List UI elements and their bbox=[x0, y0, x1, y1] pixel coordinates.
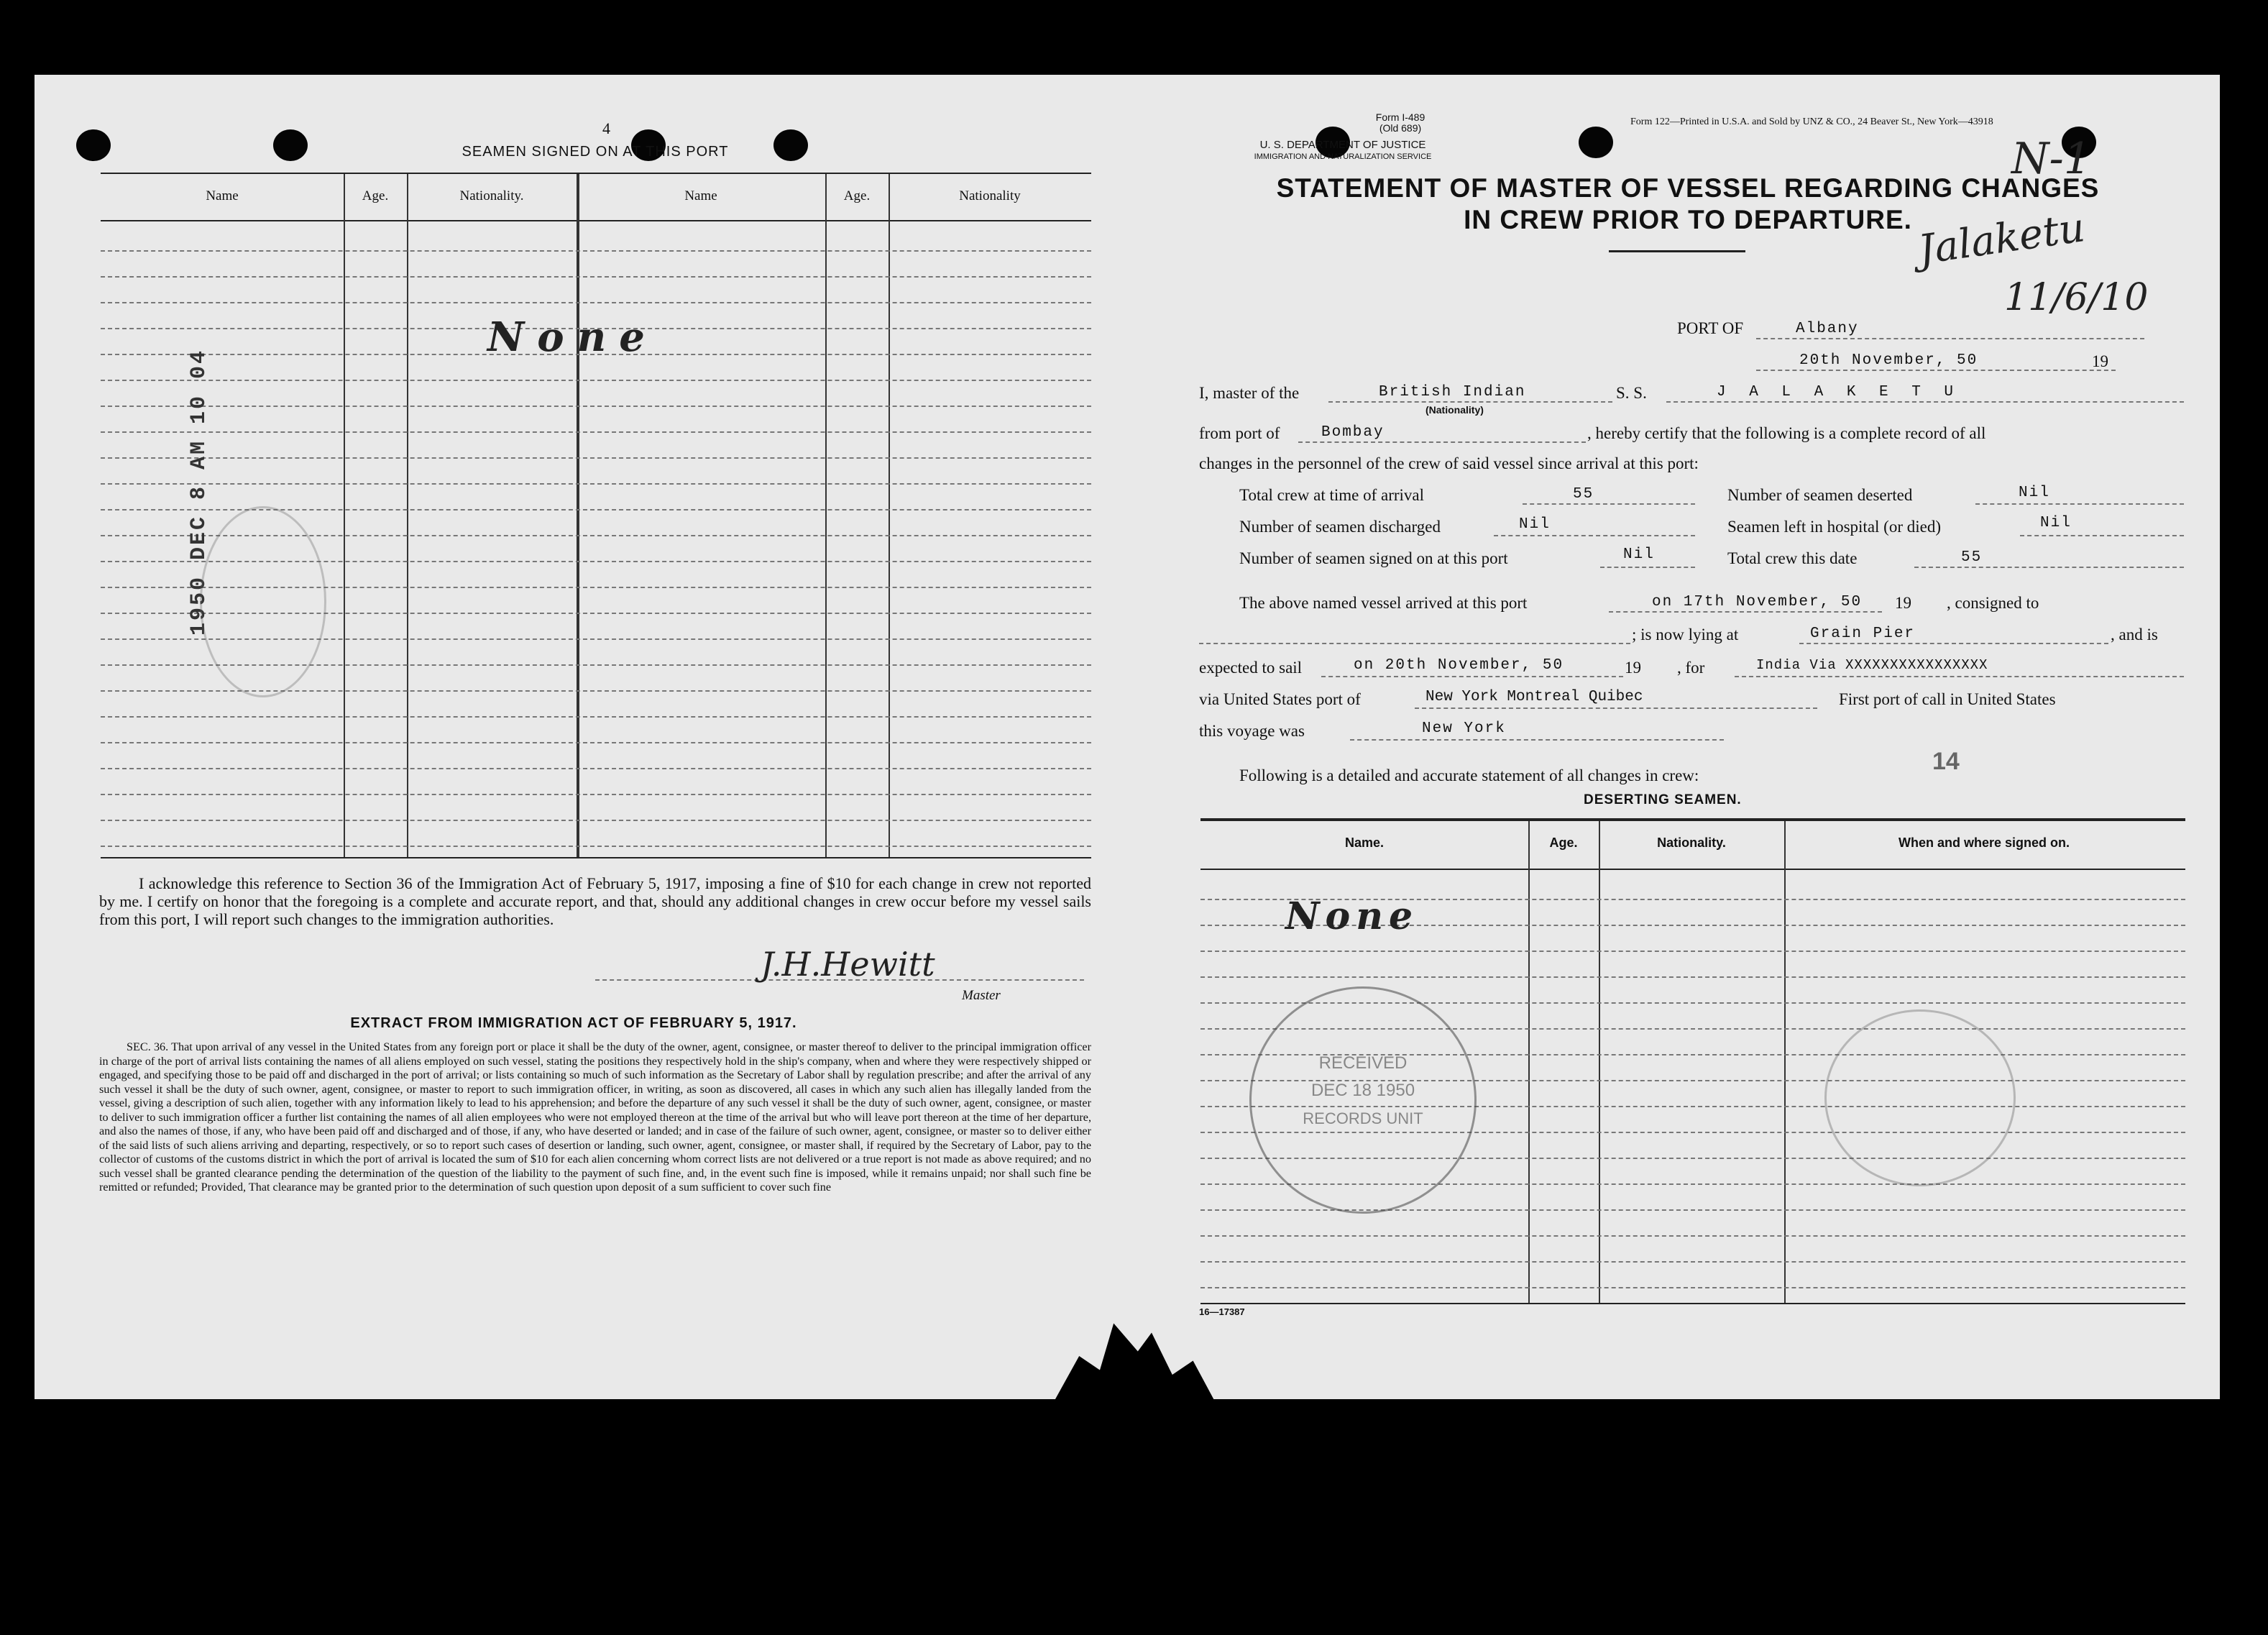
column-divider bbox=[1599, 821, 1600, 1303]
expected-year: 19 bbox=[1625, 659, 1641, 677]
row-rule bbox=[101, 250, 1091, 252]
total-crew-arrival: 55 bbox=[1573, 486, 1594, 503]
row-rule bbox=[101, 380, 1091, 381]
row-rule bbox=[1200, 1235, 2185, 1237]
col-header-nationality: Nationality. bbox=[459, 188, 524, 203]
deserted-label: Number of seamen deserted bbox=[1727, 486, 1913, 504]
first-port-label: First port of call in United States bbox=[1839, 690, 2056, 708]
row-rule bbox=[101, 768, 1091, 769]
fill-line bbox=[1415, 707, 1817, 709]
fill-line bbox=[2020, 535, 2184, 536]
total-crew-date: 55 bbox=[1961, 549, 1983, 566]
page-mark-stamp: 14 bbox=[1932, 748, 1960, 775]
fill-line bbox=[1350, 739, 1724, 741]
row-rule bbox=[1200, 976, 2185, 978]
deserting-table-header-rule bbox=[1200, 869, 2185, 870]
handwritten-date-note: 11/6/10 bbox=[2004, 276, 2149, 319]
fill-line bbox=[1523, 503, 1695, 505]
port-label: PORT OF bbox=[1677, 319, 1744, 337]
deserting-col-name: Name. bbox=[1344, 835, 1385, 850]
fill-line bbox=[1328, 401, 1612, 403]
stamp-unit: RECORDS UNIT bbox=[1303, 1109, 1423, 1127]
fill-line bbox=[1321, 676, 1623, 677]
hospital-value: Nil bbox=[2040, 515, 2072, 531]
fill-line bbox=[1494, 535, 1695, 536]
deserting-col-signed-on: When and where signed on. bbox=[1898, 835, 2070, 850]
row-rule bbox=[101, 820, 1091, 821]
expected-label: expected to sail bbox=[1199, 659, 1303, 677]
row-rule bbox=[1200, 1287, 2185, 1288]
punch-hole bbox=[76, 129, 111, 161]
fill-line bbox=[1298, 441, 1586, 443]
deserting-table-top bbox=[1200, 818, 2185, 821]
col-header-age: Age. bbox=[843, 188, 871, 203]
following-text: Following is a detailed and accurate statement of all changes in crew: bbox=[1239, 766, 1699, 784]
row-rule bbox=[1200, 951, 2185, 952]
date-value: 20th November, 50 bbox=[1799, 352, 1978, 369]
department-block bbox=[1199, 139, 1487, 162]
row-rule bbox=[101, 794, 1091, 795]
fill-line bbox=[1975, 503, 2184, 505]
vessel-name: J A L A K E T U bbox=[1717, 384, 1961, 400]
printer-imprint: Form 122—Printed in U.S.A. and Sold by UNZ & CO., 24 Beaver St., New York—43918 bbox=[1630, 116, 1993, 127]
fill-line bbox=[1600, 567, 1695, 568]
this-voyage-label: this voyage was bbox=[1199, 722, 1305, 740]
year-prefix: 19 bbox=[2092, 352, 2108, 370]
row-rule bbox=[101, 276, 1091, 278]
department: U. S. DEPARTMENT OF JUSTICE bbox=[1259, 139, 1426, 151]
column-divider bbox=[1528, 821, 1530, 1303]
row-rule bbox=[101, 431, 1091, 433]
left-page-title: SEAMEN SIGNED ON AT THIS PORT bbox=[462, 144, 729, 160]
master-of-label: I, master of the bbox=[1199, 384, 1300, 402]
title-rule bbox=[1609, 250, 1745, 252]
table-header-rule bbox=[101, 220, 1091, 221]
punch-hole bbox=[273, 129, 308, 161]
nationality-label: (Nationality) bbox=[1425, 404, 1484, 416]
column-divider bbox=[1784, 821, 1786, 1303]
handwritten-vessel-note: Jalaketu bbox=[1915, 204, 2088, 274]
table-bottom-rule bbox=[101, 857, 1091, 858]
fill-line bbox=[1799, 643, 2108, 644]
stamp-date: DEC 18 1950 bbox=[1310, 1081, 1415, 1100]
col-header-name: Name bbox=[206, 188, 239, 203]
total-crew-arrival-label: Total crew at time of arrival bbox=[1239, 486, 1425, 504]
fill-line bbox=[1756, 370, 2116, 371]
fill-line bbox=[1914, 567, 2184, 568]
row-rule bbox=[101, 846, 1091, 847]
master-signature: J.H.Hewitt bbox=[761, 945, 935, 984]
row-rule bbox=[101, 716, 1091, 718]
torn-edge bbox=[1048, 1319, 1221, 1399]
ss-label: S. S. bbox=[1616, 384, 1647, 402]
for-value: India Via XXXXXXXXXXXXXXXX bbox=[1756, 657, 1988, 673]
arrived-label: The above named vessel arrived at this port bbox=[1239, 594, 1528, 612]
faded-stamp bbox=[1824, 1009, 2016, 1186]
row-rule bbox=[101, 457, 1091, 459]
form-old-number: (Old 689) bbox=[1379, 122, 1422, 134]
from-port-label: from port of bbox=[1199, 424, 1280, 442]
handwritten-none-deserting: None bbox=[1285, 894, 1419, 938]
col-header-age: Age. bbox=[362, 188, 389, 203]
form-id: 16—17387 bbox=[1199, 1306, 1245, 1317]
deserting-col-age: Age. bbox=[1549, 835, 1578, 850]
master-label: Master bbox=[962, 988, 1001, 1003]
changes-text: changes in the personnel of the crew of said vessel since arrival at this port: bbox=[1199, 454, 1699, 472]
row-rule bbox=[101, 742, 1091, 743]
punch-hole bbox=[773, 129, 808, 161]
acknowledgment-text: I acknowledge this reference to Section 36 of the Immigration Act of February 5, 1917, imposing a fine of $10 for each change in crew not reported by me. I certify on honor that the foregoing is a complete and accurate report, and that, should any additional changes in crew occur before my vessel sails from this port, I will report such changes to the immigration authorities. bbox=[99, 874, 1091, 928]
form-number: Form I-489 bbox=[1375, 111, 1425, 123]
nationality-value: British Indian bbox=[1379, 384, 1526, 400]
row-rule bbox=[101, 406, 1091, 407]
discharged-label: Number of seamen discharged bbox=[1239, 518, 1441, 536]
handwritten-mark: N-1 bbox=[2011, 134, 2091, 184]
arrived-year: 19 bbox=[1895, 594, 1911, 612]
discharged-value: Nil bbox=[1519, 516, 1551, 533]
col-header-name: Name bbox=[684, 188, 717, 203]
fill-line bbox=[1666, 401, 2184, 403]
fill-line bbox=[1756, 338, 2144, 339]
signed-on-label: Number of seamen signed on at this port bbox=[1239, 549, 1508, 567]
consigned-label: , consigned to bbox=[1947, 594, 2039, 612]
lying-label: ; is now lying at bbox=[1632, 626, 1739, 644]
fill-line bbox=[1609, 611, 1882, 613]
lying-value: Grain Pier bbox=[1810, 626, 1916, 642]
service: IMMIGRATION AND NATURALIZATION SERVICE bbox=[1254, 152, 1432, 161]
port-value: Albany bbox=[1796, 321, 1859, 337]
handwritten-none: None bbox=[487, 313, 658, 361]
extract-title: EXTRACT FROM IMMIGRATION ACT OF FEBRUARY 5, 1917. bbox=[350, 1015, 797, 1031]
faded-stamp-left bbox=[200, 506, 326, 697]
deserting-table-bottom bbox=[1200, 1303, 2185, 1304]
total-crew-date-label: Total crew this date bbox=[1727, 549, 1858, 567]
and-is-label: , and is bbox=[2111, 626, 2158, 644]
title-line-2: IN CREW PRIOR TO DEPARTURE. bbox=[1464, 205, 1912, 234]
deserted-value: Nil bbox=[2019, 485, 2050, 501]
deserting-col-nationality: Nationality. bbox=[1657, 835, 1726, 850]
records-unit-stamp bbox=[1249, 986, 1477, 1214]
date-received-stamp: 1950 DEC 8 AM 10 04 bbox=[187, 348, 211, 636]
fill-line bbox=[1199, 643, 1630, 644]
hospital-label: Seamen left in hospital (or died) bbox=[1727, 518, 1942, 536]
row-rule bbox=[1200, 1261, 2185, 1263]
for-label: , for bbox=[1677, 659, 1705, 677]
punch-hole bbox=[1579, 127, 1613, 158]
signed-on-value: Nil bbox=[1623, 546, 1655, 563]
extract-text bbox=[99, 1040, 1091, 1195]
col-header-nationality: Nationality bbox=[959, 188, 1021, 203]
scanned-document bbox=[35, 75, 2220, 1399]
table-top-rule bbox=[101, 173, 1091, 174]
title-line-1: STATEMENT OF MASTER OF VESSEL REGARDING CHANGES bbox=[1276, 173, 2100, 203]
fill-line bbox=[1735, 676, 2184, 677]
stamp-received: RECEIVED bbox=[1318, 1053, 1408, 1073]
via-value: New York Montreal Quibec bbox=[1425, 689, 1643, 705]
extract-section: SEC. 36. bbox=[127, 1040, 169, 1053]
row-rule bbox=[101, 483, 1091, 485]
row-rule bbox=[101, 302, 1091, 303]
arrived-value: on 17th November, 50 bbox=[1652, 594, 1863, 610]
extract-body: That upon arrival of any vessel in the United States from any foreign port or place it shall be the duty of the owner, agent, consignee, or master thereof to deliver to the principal immigration officer in charge of the port of arrival lists containing the names of all aliens employed on such vessel, stating the positions they respectively hold in the ship's company, when and where they were respectively shipped or engaged, and specifying those to be paid off and discharged in the port of arrival; or lists containing so much of such information as the Secretary of Labor shall by regulation prescribe; and after the arrival of any such vessel it shall be the duty of such owner, agent, consignee, or master to report to such immigration officer, in writing, as soon as discovered, all cases in which any such alien has illegally landed from the vessel, giving a description of such alien, together with any information likely to lead to his apprehension; and before the departure of any such vessel it shall be the duty of such owner, agent, consignee, or master to deliver to such immigration officer a further list containing the names of all alien employees who were not employed thereon at the time of the arrival but who will leave port thereon at the time of her departure, and also the names of those, if any, who have been paid off and discharged and of those, if any, who have deserted or landed; and in case of the failure of such owner, agent, consignee, or master so to deliver either of the said lists of such aliens arriving and departing, respectively, or so to report such cases of desertion or landing, such owner, agent, consignee, or master shall, if required by the Secretary of Labor, pay to the collector of customs of the customs district in which the port of arrival is located the sum of $10 for each alien concerning whom correct lists are not delivered or a true report is not made as above required; and no such vessel shall be granted clearance pending the determination of the question of the liability to the payment of such fine, and, in the event such fine is imposed, while it remains unpaid; nor shall such fine be remitted or refunded; Provided, That clearance may be granted prior to the determination of such question upon deposit of a sum sufficient to cover such fine bbox=[99, 1040, 1091, 1194]
page-number: 4 bbox=[602, 119, 610, 137]
certify-text: , hereby certify that the following is a complete record of all bbox=[1587, 424, 1986, 442]
via-label: via United States port of bbox=[1199, 690, 1361, 708]
deserting-title: DESERTING SEAMEN. bbox=[1584, 792, 1742, 807]
this-voyage-value: New York bbox=[1422, 720, 1506, 737]
expected-value: on 20th November, 50 bbox=[1354, 657, 1564, 674]
form-number-block bbox=[1293, 112, 1508, 134]
from-port-value: Bombay bbox=[1321, 424, 1385, 441]
